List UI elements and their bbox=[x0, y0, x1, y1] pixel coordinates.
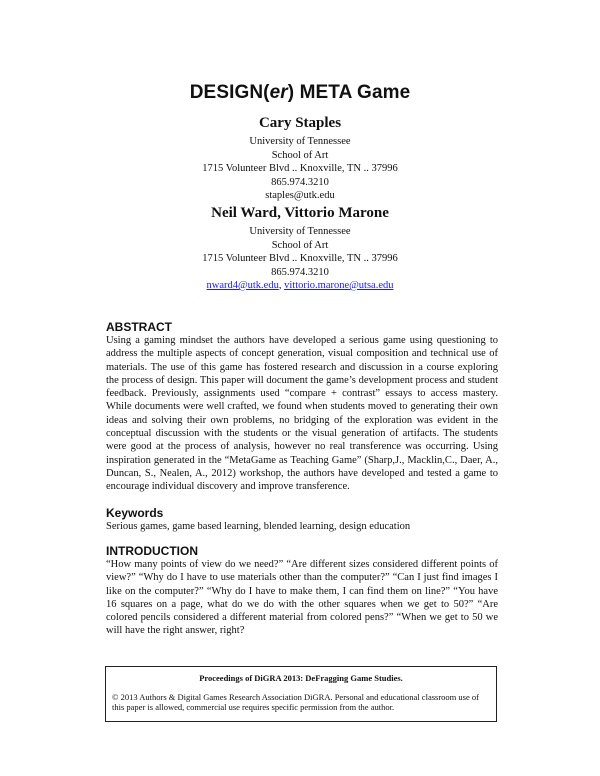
introduction-section bbox=[106, 544, 498, 638]
author-emails bbox=[0, 279, 600, 293]
author-email: staples@utk.edu bbox=[265, 190, 335, 201]
author-address: 1715 Volunteer Blvd .. Knoxville, TN .. 37996 bbox=[202, 253, 398, 264]
author-university: University of Tennessee bbox=[249, 226, 351, 237]
title-suffix: ) META Game bbox=[287, 82, 411, 103]
author-name: Cary Staples bbox=[258, 115, 342, 131]
author-school: School of Art bbox=[271, 239, 329, 251]
author-phone: 865.974.3210 bbox=[271, 266, 329, 278]
introduction-heading: INTRODUCTION bbox=[106, 544, 198, 558]
email-separator: , bbox=[278, 280, 285, 291]
introduction-text: “How many points of view do we need?” “Are different sizes considered different points of view?” “Why do I have to use materials other than the computer?” “Can I just find images I like on the computer?” “Why do I have to make them, I can find them on line?” “You have 16 squares on a page, what do we do with the other squares when we get to 50?” “Are colored pencils considered a different material from colored pens?” “When we get to 50 we will have the right answer, right? bbox=[106, 559, 498, 637]
author-block-1 bbox=[0, 114, 600, 203]
keywords-heading: Keywords bbox=[106, 506, 164, 520]
author-block-2 bbox=[0, 204, 600, 293]
abstract-section bbox=[106, 320, 498, 494]
title-emphasis: er bbox=[269, 82, 288, 103]
author-phone: 865.974.3210 bbox=[271, 176, 329, 188]
author-university: University of Tennessee bbox=[249, 136, 351, 147]
abstract-text: Using a gaming mindset the authors have developed a serious game using questioning to address the multiple aspects of concept generation, visual composition and technical use of materials. The use of this game has fostered research and discussion in a course exploring the process of design. This paper will document the game’s development process and student feedback. Previously, assignments used “compare + contrast” essays to access mastery. While documents were well crafted, we found when students moved to generating their own ideas and solving their own problems, no bridging of the exploration was evident in the conceptual discussion with the students or the visual generation of artifacts. The students were good at the process of analysis, however no real transference was occurring. Using inspiration generated in the “MetaGame as Teaching Game” (Sharp,J., Macklin,C., Daer, A., Duncan, S., Nealen, A., 2012) workshop, the authors have developed and tested a game to encourage individual discovery and improve transference. bbox=[106, 335, 498, 493]
proceedings-title: Proceedings of DiGRA 2013: DeFragging Game Studies. bbox=[199, 673, 403, 683]
keywords-section bbox=[106, 506, 498, 533]
abstract-heading: ABSTRACT bbox=[106, 320, 172, 334]
author-school: School of Art bbox=[271, 149, 329, 161]
proceedings-footer bbox=[105, 666, 497, 722]
keywords-text: Serious games, game based learning, blended learning, design education bbox=[106, 521, 411, 532]
title-prefix: DESIGN( bbox=[189, 82, 270, 103]
copyright-note: © 2013 Authors & Digital Games Research Association DiGRA. Personal and educational classroom use of this paper is allowed, commercial use requires specific permission from the author. bbox=[112, 691, 479, 712]
email-link-nward[interactable]: nward4@utk.edu bbox=[206, 280, 279, 291]
author-name: Neil Ward, Vittorio Marone bbox=[211, 205, 389, 221]
email-link-marone[interactable]: vittorio.marone@utsa.edu bbox=[284, 280, 394, 291]
author-address: 1715 Volunteer Blvd .. Knoxville, TN .. 37996 bbox=[202, 163, 398, 174]
paper-title bbox=[0, 82, 600, 104]
